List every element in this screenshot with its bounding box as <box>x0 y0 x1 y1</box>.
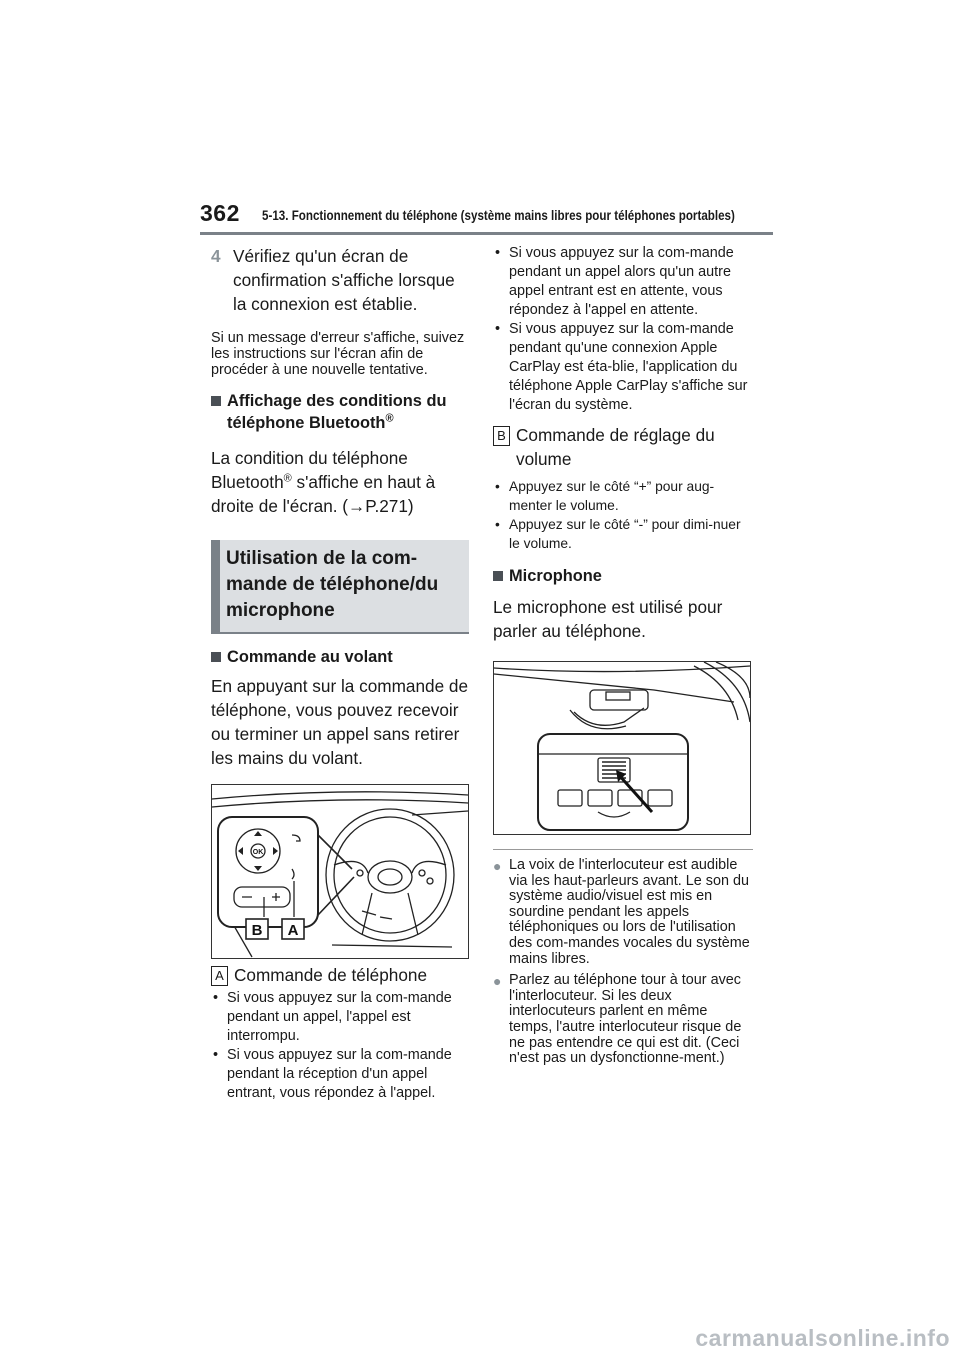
label-b-box: B <box>493 426 510 446</box>
left-column <box>211 244 469 1103</box>
bullet-item: • Appuyez sur le côté “-” pour dimi-nuer le volume. <box>495 517 741 551</box>
microphone-body: Le microphone est utilisé pour parler au téléphone. <box>493 597 723 641</box>
footer <box>0 1322 960 1358</box>
bullet-text: Si vous appuyez sur la com-mande pendant un appel alors qu'un autre appel entrant est en attente, vous répondez à l'appel en attente. <box>509 245 734 318</box>
label-b-text: Commande de réglage du volume <box>516 425 715 469</box>
label-a-text: Commande de téléphone <box>234 965 428 985</box>
dot-bullet-icon: ● <box>493 858 502 874</box>
header-rule <box>200 232 773 235</box>
bullet-text: Si vous appuyez sur la com-mande pendant la réception d'un appel entrant, vous répondez à l'appel. <box>227 1047 452 1101</box>
bullet-item: • Appuyez sur le côté “+” pour aug-menter le volume. <box>495 479 715 513</box>
label-b-row <box>493 423 753 471</box>
bluetooth-body-a: La condition du téléphone Bluetooth <box>211 448 408 492</box>
chapter-title: 5-13. Fonctionnement du téléphone (système mains libres pour téléphones portables) <box>262 208 735 223</box>
microphone-figure <box>493 661 751 835</box>
subheading-microphone <box>493 565 753 587</box>
arrow-icon: → <box>348 496 366 516</box>
note-separator <box>493 849 753 850</box>
ok-button-label: OK <box>252 849 264 856</box>
step-text: Vérifiez qu'un écran de confirmation s'affiche lorsque la connexion est établie. <box>233 246 455 314</box>
subheading-bluetooth <box>211 390 469 434</box>
subheading-microphone-text: Microphone <box>509 567 602 585</box>
bullet-text: Si vous appuyez sur la com-mande pendant qu'une connexion Apple CarPlay est éta-blie, l'application du téléphone Apple CarPlay s'affiche sur l'écran du système. <box>509 321 748 413</box>
section-heading: Utilisation de la com-mande de téléphone/du microphone <box>211 540 469 634</box>
bullet-item: • Si vous appuyez sur la com-mande pendant la réception d'un appel entrant, vous répondez à l'appel. <box>213 1047 452 1101</box>
bullet-item: • Si vous appuyez sur la com-mande pendant qu'une connexion Apple CarPlay est éta-blie, l'application du téléphone Apple CarPlay s'affiche sur l'écran du système. <box>495 321 748 413</box>
bullets-b <box>493 477 753 553</box>
bullets-a-continued <box>493 244 753 415</box>
bluetooth-body <box>211 446 469 518</box>
page-number: 362 <box>200 200 240 226</box>
label-a-box: A <box>211 966 228 986</box>
square-bullet-icon <box>493 571 503 581</box>
microphone-illustration <box>494 662 750 834</box>
bullet-item: • Si vous appuyez sur la com-mande pendant un appel, l'appel est interrompu. <box>213 990 452 1044</box>
square-bullet-icon <box>211 652 221 662</box>
bullet-text: Appuyez sur le côté “+” pour aug-menter le volume. <box>509 479 715 513</box>
notes <box>493 858 753 1067</box>
registered-mark: ® <box>385 412 394 425</box>
note-text: Parlez au téléphone tour à tour avec l'interlocuteur. Si les deux interlocuteurs parlent en même temps, l'autre interlocuteur risque de ne pas entendre ce qui est dit. (Ceci n'est pas un dysfonctionne-ment.) <box>509 972 742 1067</box>
right-column <box>493 244 753 1067</box>
bluetooth-body-b: s'affiche en haut à droite de l'écran. ( <box>211 472 436 516</box>
steering-wheel-illustration <box>212 785 468 958</box>
page-reference-link[interactable]: P.271) <box>365 496 414 516</box>
steering-wheel-figure <box>211 784 469 959</box>
dot-bullet-icon: ● <box>493 973 502 990</box>
fig-label-a: A <box>287 922 299 939</box>
fig-label-b: B <box>251 922 263 939</box>
bullet-text: Appuyez sur le côté “-” pour dimi-nuer le volume. <box>509 517 741 551</box>
steering-body: En appuyant sur la commande de téléphone, vous pouvez recevoir ou terminer un appel sans retirer les mains du volant. <box>211 676 469 768</box>
bullets-a <box>211 989 469 1103</box>
subheading-steering-text: Commande au volant <box>227 648 393 666</box>
error-note: Si un message d'erreur s'affiche, suivez les instructions sur l'écran afin de procéder à une nouvelle tentative. <box>211 330 465 378</box>
square-bullet-icon <box>211 396 221 406</box>
note-text: La voix de l'interlocuteur est audible via les haut-parleurs avant. Le son du système audio/visuel est mis en sourdine pendant les appels téléphoniques ou lors de l'utilisation des com-mandes vocales du système mains libres. <box>509 857 750 967</box>
note-item <box>493 858 753 967</box>
label-a-row <box>211 963 469 987</box>
watermark: carmanualsonline.info <box>695 1325 950 1351</box>
step-4 <box>211 244 469 316</box>
registered-mark-2: ® <box>283 472 292 485</box>
bullet-item: • Si vous appuyez sur la com-mande pendant un appel alors qu'un autre appel entrant est en attente, vous répondez à l'appel en attente. <box>495 245 734 318</box>
step-number: 4 <box>211 246 221 266</box>
bullet-text: Si vous appuyez sur la com-mande pendant un appel, l'appel est interrompu. <box>227 990 452 1044</box>
subheading-steering <box>211 646 469 668</box>
subheading-bluetooth-text: Affichage des conditions du téléphone Bluetooth <box>227 392 447 432</box>
note-item <box>493 973 753 1067</box>
